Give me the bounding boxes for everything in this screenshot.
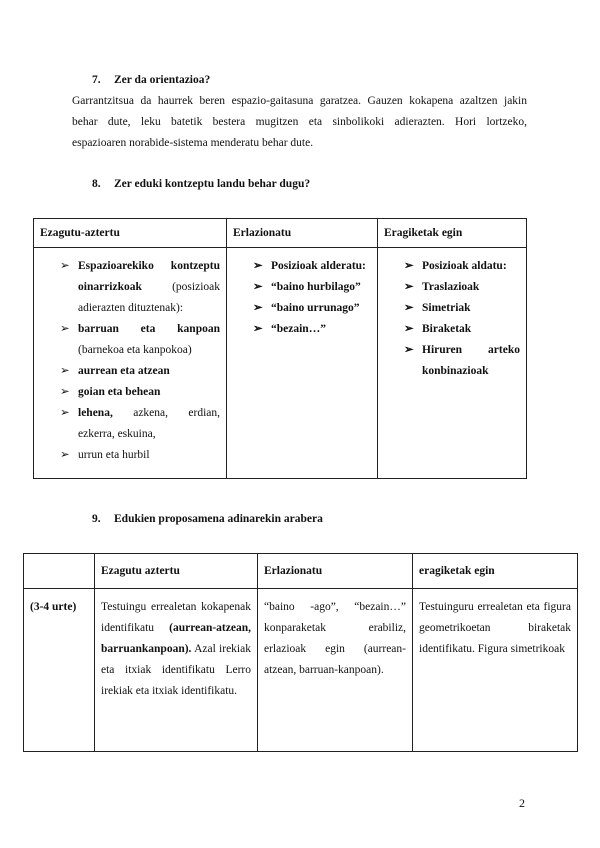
list-item <box>60 319 220 361</box>
list-item <box>60 445 220 466</box>
list-item <box>60 361 220 382</box>
header-cell: Erlazionatu <box>227 219 378 248</box>
concepts-table <box>33 218 527 479</box>
list-item-bold: aurrean eta atzean <box>78 365 170 377</box>
list-item-text: Traslazioak <box>422 281 480 293</box>
paragraph-line: Garrantzitsua da haurrek beren espazio-gaitasuna garatzea. Gauzen kokapena azaltzen jakin <box>72 95 527 107</box>
list-item <box>404 340 520 382</box>
list-item <box>404 256 520 277</box>
list-item-bold: goian eta behean <box>78 386 161 398</box>
section-number: 7. <box>92 74 101 86</box>
section-title: Edukien proposamena adinarekin arabera <box>114 513 323 525</box>
arrow-icon: ➢ <box>60 407 70 419</box>
list-item-text: (barnekoa eta kanpokoa) <box>78 344 192 356</box>
list-item <box>60 382 220 403</box>
arrow-icon: ➢ <box>253 302 263 314</box>
table-cell <box>95 589 258 752</box>
list-item-bold: barruan eta kanpoan <box>78 323 220 335</box>
list-item-text: Posizioak alderatu: <box>271 260 366 272</box>
header-cell: Erlazionatu <box>258 554 413 589</box>
paragraph-line: behar dute, leku batetik bestera mugitzen eta sinbolikoki adierazten. Hori lortzeko, <box>72 116 527 128</box>
list-item <box>404 319 520 340</box>
list-item-text: “bezain…” <box>271 323 326 335</box>
arrow-icon: ➢ <box>60 323 70 335</box>
list-item-text: “baino hurbilago” <box>271 281 361 293</box>
age-cell: (3-4 urte) <box>24 589 95 752</box>
list-item-text: (posizioak adierazten dituztenak): <box>78 281 220 314</box>
arrow-icon: ➢ <box>404 323 414 335</box>
header-cell: eragiketak egin <box>413 554 578 589</box>
arrow-icon: ➢ <box>253 260 263 272</box>
arrow-icon: ➢ <box>404 302 414 314</box>
list-item <box>60 256 220 319</box>
section-9-heading <box>92 513 323 525</box>
arrow-icon: ➢ <box>60 386 70 398</box>
list-item <box>253 319 371 340</box>
section-number: 8. <box>92 178 101 190</box>
section-number: 9. <box>92 513 101 525</box>
paragraph-line: espazioaren norabide-sistema menderatu behar dute. <box>72 137 314 149</box>
table-row <box>24 589 578 752</box>
section-title: Zer eduki kontzeptu landu behar dugu? <box>114 178 311 190</box>
list-item <box>253 277 371 298</box>
table-cell: Testuinguru errealetan eta figura geometrikoetan biraketak identifikatu. Figura simetrikoak <box>413 589 578 752</box>
section-8-heading <box>92 178 310 190</box>
list-item-text: Hiruren arteko konbinazioak <box>422 344 520 377</box>
arrow-icon: ➢ <box>253 281 263 293</box>
list-item <box>253 256 371 277</box>
header-cell: Ezagutu aztertu <box>95 554 258 589</box>
list-item-text: urrun eta hurbil <box>78 449 150 461</box>
list-item-bold: Espazioarekiko kontzeptu oinarrizkoak <box>78 260 220 293</box>
list-item-text: Posizioak aldatu: <box>422 260 507 272</box>
arrow-icon: ➢ <box>404 281 414 293</box>
list-item-text: “baino urrunago” <box>271 302 360 314</box>
arrow-icon: ➢ <box>404 344 414 356</box>
arrow-icon: ➢ <box>60 449 70 461</box>
list-item-text: azkena, erdian, ezkerra, eskuina, <box>78 407 220 440</box>
arrow-icon: ➢ <box>253 323 263 335</box>
header-cell <box>24 554 95 589</box>
section-7-heading <box>92 74 210 86</box>
arrow-icon: ➢ <box>60 365 70 377</box>
header-cell: Ezagutu-aztertu <box>34 219 227 248</box>
table-cell <box>34 248 227 479</box>
age-proposal-table <box>23 553 578 752</box>
page-number: 2 <box>519 796 525 810</box>
header-cell: Eragiketak egin <box>378 219 527 248</box>
table-cell <box>378 248 527 479</box>
arrow-icon: ➢ <box>404 260 414 272</box>
list-item <box>404 277 520 298</box>
table-header-row <box>24 554 578 589</box>
list-item-bold: lehena, <box>78 407 113 419</box>
list-item <box>253 298 371 319</box>
cell-text-bold: (aurrean-atzean, barruankanpoan). <box>101 622 251 655</box>
cell-text: Testuingu errealetan kokapenak identifikatu <box>101 601 251 634</box>
list-item <box>60 403 220 445</box>
table-cell <box>227 248 378 479</box>
table-cell: “baino -ago”, “bezain…” konparaketak erabiliz, erlazioak egin (aurrean-atzean, barruan-kanpoan). <box>258 589 413 752</box>
cell-text: Azal irekiak eta itxiak identifikatu Lerro irekiak eta itxiak identifikatu. <box>101 643 251 697</box>
section-7-paragraph <box>72 91 527 154</box>
table-header-row <box>34 219 527 248</box>
arrow-icon: ➢ <box>60 260 70 272</box>
list-item-text: Simetriak <box>422 302 471 314</box>
section-title: Zer da orientazioa? <box>114 74 211 86</box>
table-row <box>34 248 527 479</box>
list-item-text: Biraketak <box>422 323 472 335</box>
list-item <box>404 298 520 319</box>
